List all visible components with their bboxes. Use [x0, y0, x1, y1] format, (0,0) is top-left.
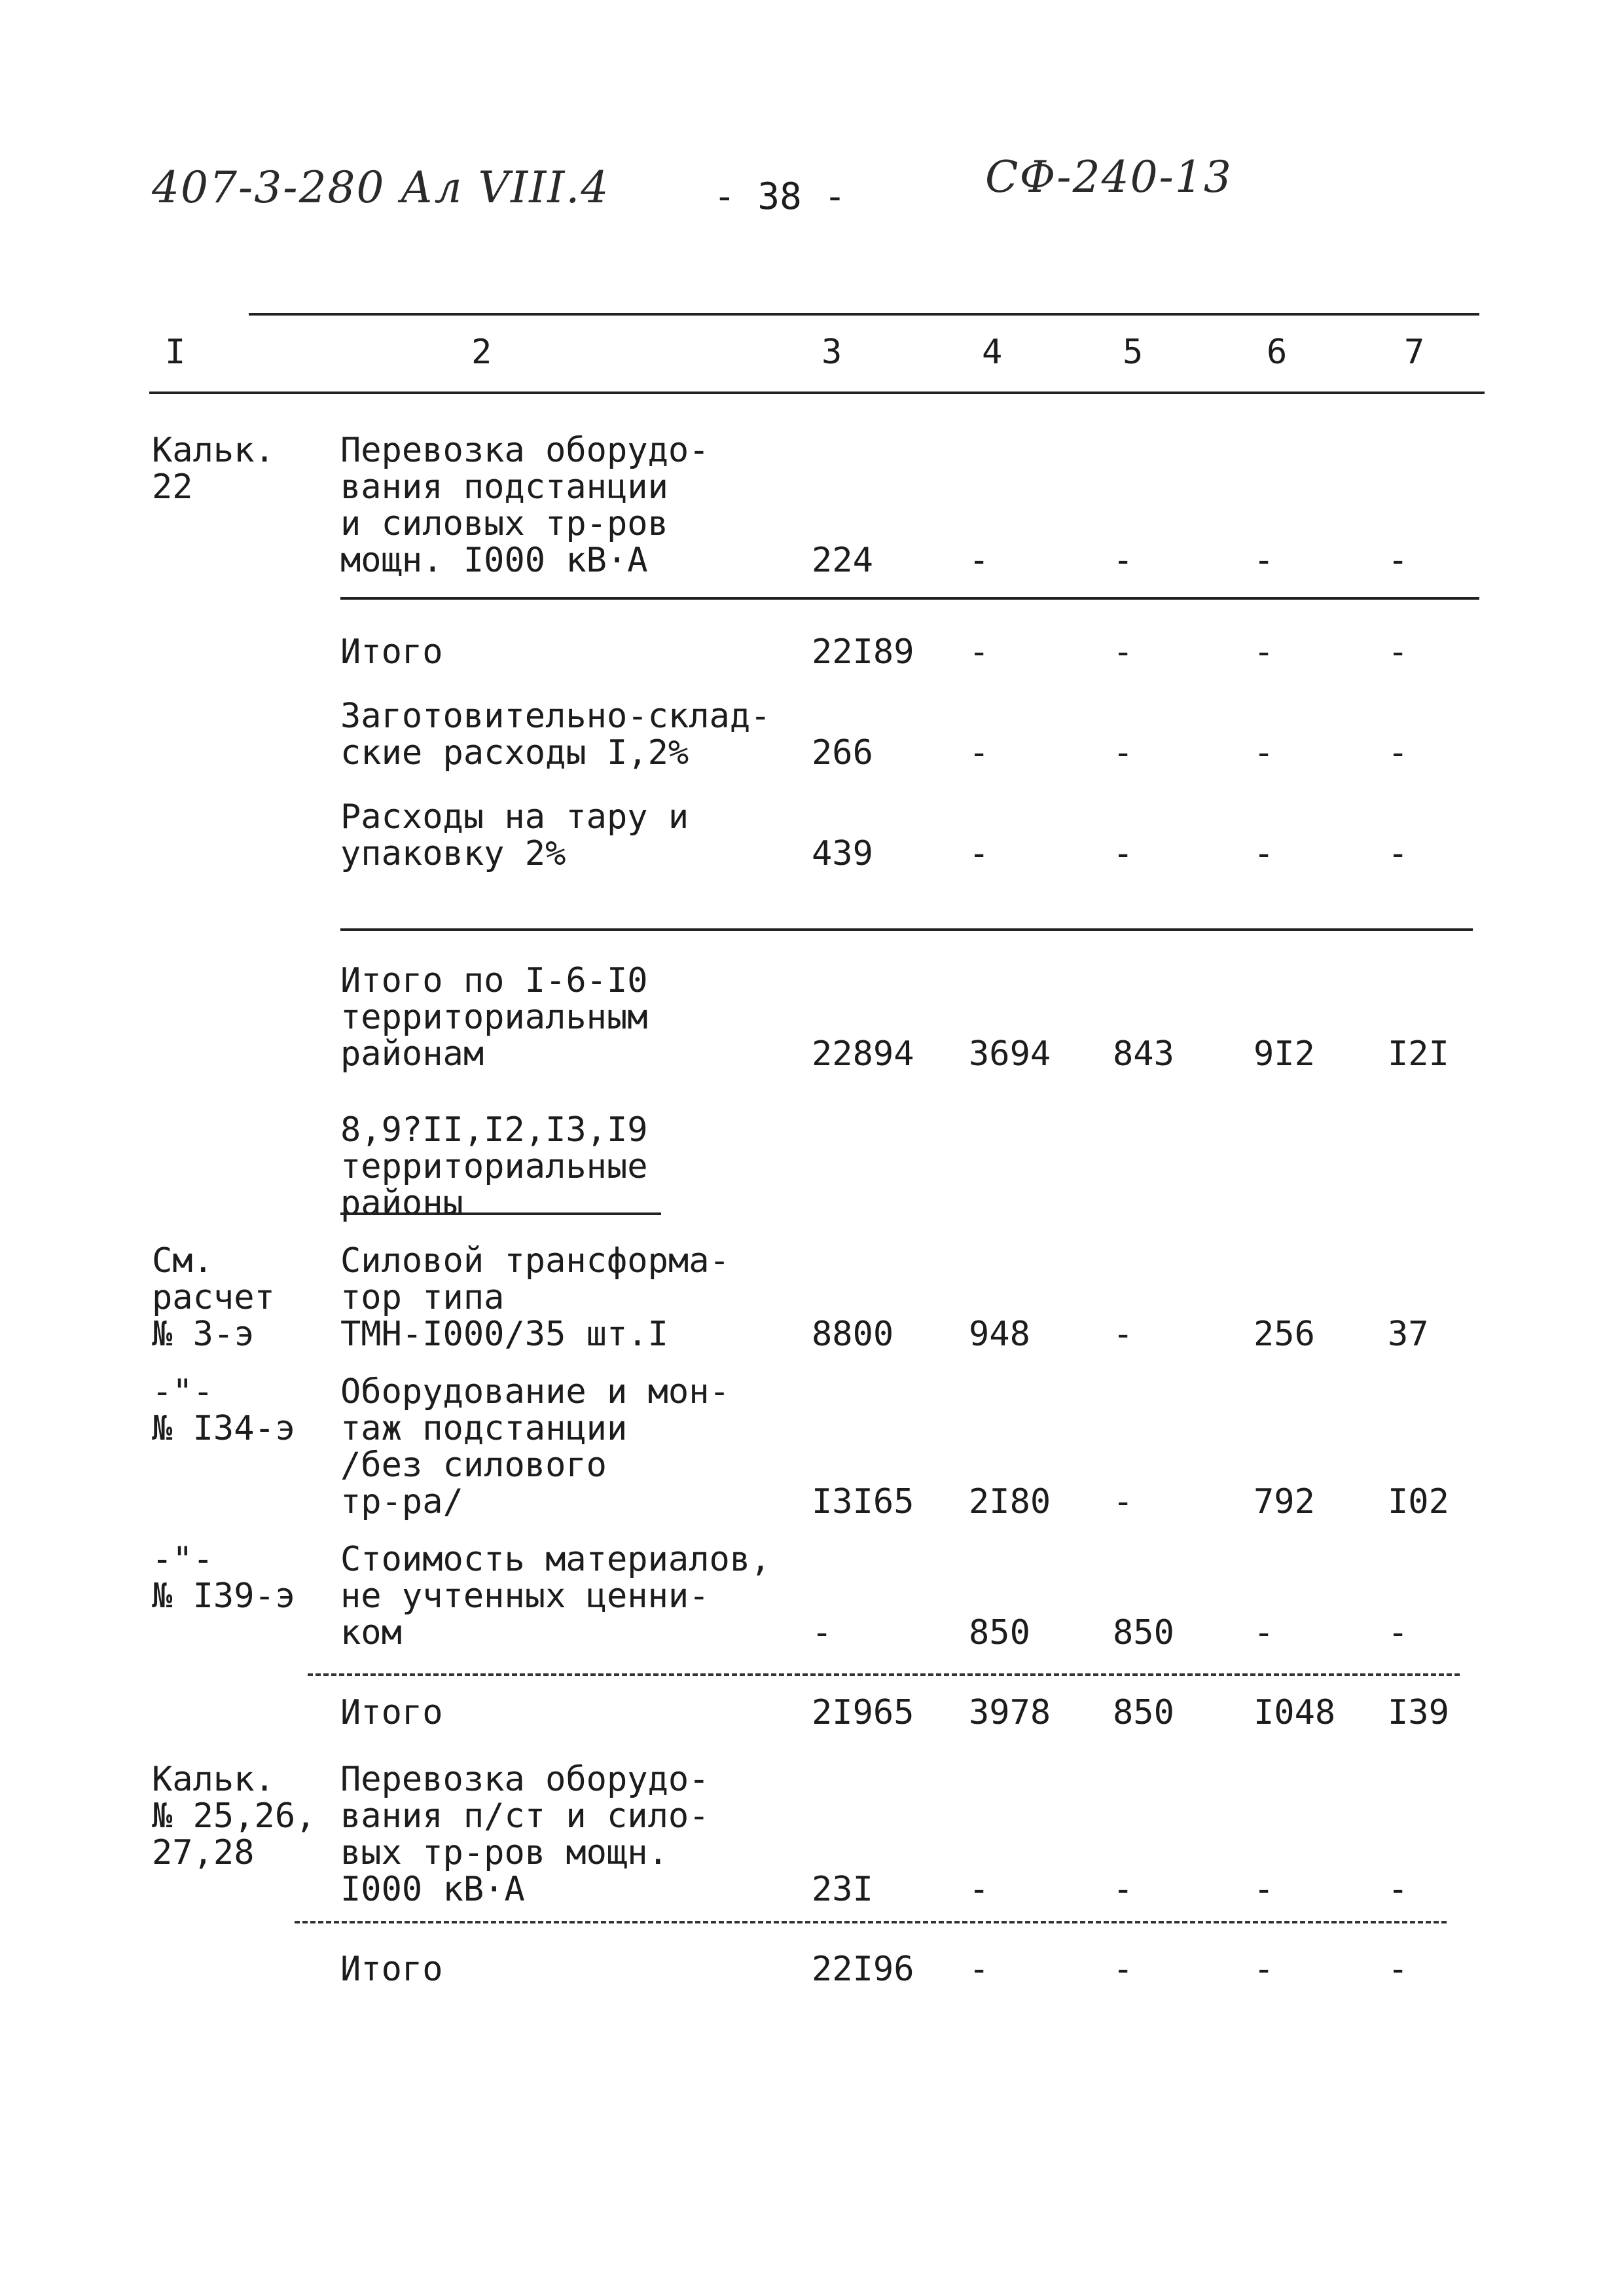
row-ref: Кальк. 22: [152, 431, 275, 507]
cell-col6: -: [1254, 1613, 1274, 1652]
cell-col4: -: [969, 632, 990, 672]
row-description: Расходы на тару и упаковку 2%: [340, 797, 689, 873]
cell-col3: -: [812, 1613, 833, 1652]
cell-col7: I02: [1388, 1482, 1449, 1522]
cell-col3: I3I65: [812, 1482, 914, 1522]
cell-col6: -: [1254, 1870, 1274, 1909]
row-description: Итого: [340, 632, 443, 672]
cell-col6: -: [1254, 834, 1274, 873]
cell-col4: 850: [969, 1613, 1030, 1652]
col-header-4: 4: [982, 333, 1003, 372]
cell-col4: 948: [969, 1315, 1030, 1354]
col-header-1: I: [165, 333, 186, 372]
cell-col5: -: [1113, 834, 1134, 873]
row-ref: -"- № I39-э: [152, 1540, 296, 1616]
separator-rule: [340, 928, 1473, 931]
cell-col4: 2I80: [969, 1482, 1051, 1522]
cell-col7: -: [1388, 834, 1409, 873]
cell-col4: 3694: [969, 1034, 1051, 1074]
cell-col4: -: [969, 834, 990, 873]
header-top-rule: [249, 313, 1479, 316]
cell-col5: -: [1113, 632, 1134, 672]
col-header-3: 3: [821, 333, 842, 372]
cell-col5: -: [1113, 1870, 1134, 1909]
cell-col7: -: [1388, 1870, 1409, 1909]
cell-col6: -: [1254, 632, 1274, 672]
cell-col5: -: [1113, 1482, 1134, 1522]
row-description: Заготовительно-склад- ские расходы I,2%: [340, 697, 771, 773]
cell-col3: 439: [812, 834, 873, 873]
row-description: Оборудование и мон- таж подстанции /без силового тр-ра/: [340, 1372, 730, 1522]
col-header-7: 7: [1404, 333, 1425, 372]
cell-col3: 22I89: [812, 632, 914, 672]
cell-col3: 8800: [812, 1315, 894, 1354]
cell-col4: 3978: [969, 1693, 1051, 1732]
row-ref: -"- № I34-э: [152, 1372, 296, 1448]
col-header-6: 6: [1267, 333, 1288, 372]
cell-col6: 256: [1254, 1315, 1315, 1354]
cell-col3: 22I96: [812, 1950, 914, 1989]
row-description: Стоимость материалов, не учтенных ценни- ком: [340, 1540, 771, 1652]
cell-col7: 37: [1388, 1315, 1429, 1354]
row-description: Силовой трансформа- тор типа ТМН-I000/35 шт.I: [340, 1241, 730, 1354]
cell-col4: -: [969, 541, 990, 580]
cell-col7: I39: [1388, 1693, 1449, 1732]
cell-col3: 23I: [812, 1870, 873, 1909]
separator-rule: [340, 597, 1479, 600]
cell-col4: -: [969, 733, 990, 773]
row-description: 8,9?II,I2,I3,I9 территориальные районы: [340, 1110, 648, 1223]
cell-col5: -: [1113, 733, 1134, 773]
cell-col6: -: [1254, 733, 1274, 773]
cell-col7: -: [1388, 632, 1409, 672]
cell-col3: 2I965: [812, 1693, 914, 1732]
cell-col4: -: [969, 1870, 990, 1909]
document-code: 407-3-280 Ал VIII.4: [152, 162, 610, 213]
cell-col6: 9I2: [1254, 1034, 1315, 1074]
separator-rule: [295, 1921, 1447, 1923]
col-header-2: 2: [471, 333, 492, 372]
cell-col7: -: [1388, 733, 1409, 773]
row-ref: См. расчет № 3-э: [152, 1241, 275, 1354]
page-number: - 38 -: [713, 175, 846, 218]
cell-col6: 792: [1254, 1482, 1315, 1522]
separator-rule: [308, 1673, 1460, 1676]
cell-col5: -: [1113, 1950, 1134, 1989]
col-header-5: 5: [1123, 333, 1144, 372]
subheading-underline: [340, 1212, 661, 1215]
cell-col5: -: [1113, 1315, 1134, 1354]
cell-col3: 224: [812, 541, 873, 580]
cell-col7: -: [1388, 541, 1409, 580]
cell-col5: -: [1113, 541, 1134, 580]
cell-col6: -: [1254, 1950, 1274, 1989]
cell-col5: 843: [1113, 1034, 1174, 1074]
cell-col7: I2I: [1388, 1034, 1449, 1074]
cell-col6: I048: [1254, 1693, 1336, 1732]
cell-col3: 22894: [812, 1034, 914, 1074]
cell-col7: -: [1388, 1613, 1409, 1652]
cell-col7: -: [1388, 1950, 1409, 1989]
sheet-code: СФ-240-13: [985, 152, 1233, 202]
row-description: Перевозка оборудо- вания п/ст и сило- вых тр-ров мощн. I000 кВ·А: [340, 1760, 710, 1909]
header-bottom-rule: [149, 392, 1485, 394]
row-description: Перевозка оборудо- вания подстанции и силовых тр-ров мощн. I000 кВ·А: [340, 431, 710, 580]
cell-col5: 850: [1113, 1613, 1174, 1652]
cell-col3: 266: [812, 733, 873, 773]
row-ref: Кальк. № 25,26, 27,28: [152, 1760, 316, 1872]
row-description: Итого: [340, 1693, 443, 1732]
row-description: Итого: [340, 1950, 443, 1989]
cell-col6: -: [1254, 541, 1274, 580]
row-description: Итого по I-6-I0 территориальным районам: [340, 961, 648, 1074]
cell-col4: -: [969, 1950, 990, 1989]
cell-col5: 850: [1113, 1693, 1174, 1732]
